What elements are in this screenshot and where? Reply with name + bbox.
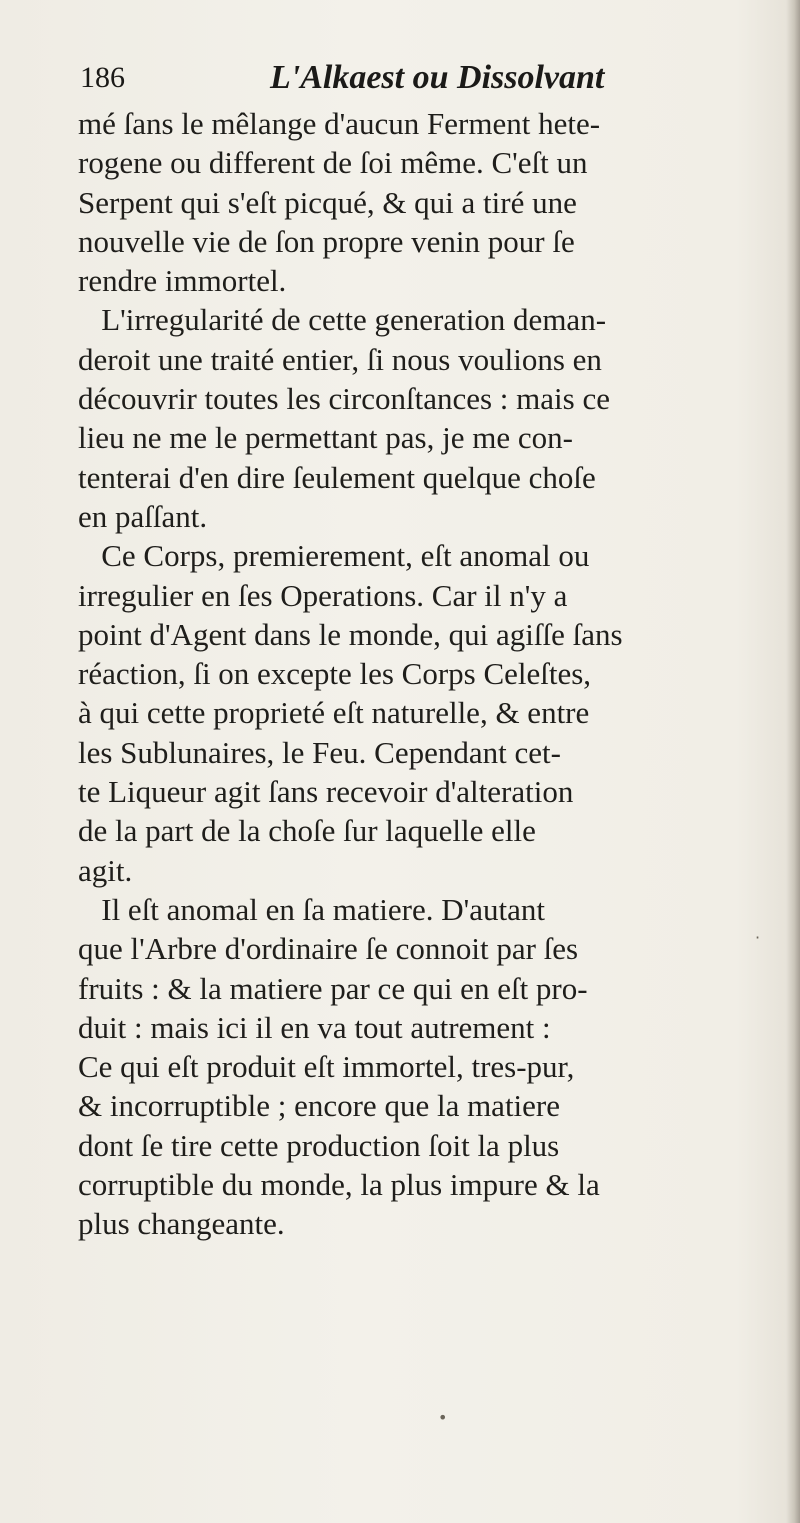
text-line: & incorruptible ; encore que la matiere xyxy=(78,1088,561,1124)
ink-speck: · xyxy=(755,928,761,947)
text-line: L'irregularité de cette generation deman- xyxy=(78,302,607,338)
page-header xyxy=(80,58,740,102)
text-line: réaction, ſi on excepte les Corps Celeſtes, xyxy=(78,656,592,692)
ink-speck: • xyxy=(438,1408,448,1427)
page-number: 186 xyxy=(80,61,125,94)
text-line: découvrir toutes les circonſtances : mais ce xyxy=(78,381,610,417)
running-title: L'Alkaest ou Dissolvant xyxy=(270,59,605,96)
text-line: fruits : & la matiere par ce qui en eſt pro- xyxy=(78,970,588,1006)
text-line: Ce qui eſt produit eſt immortel, tres-pur, xyxy=(78,1049,575,1085)
text-line: de la part de la choſe ſur laquelle elle xyxy=(78,813,536,849)
text-line: Il eſt anomal en ſa matiere. D'autant xyxy=(78,891,545,927)
text-line: en paſſant. xyxy=(78,498,208,534)
text-line: irregulier en ſes Operations. Car il n'y a xyxy=(78,577,568,613)
text-line: que l'Arbre d'ordinaire ſe connoit par ſes xyxy=(78,931,579,967)
text-line: Serpent qui s'eſt picqué, & qui a tiré une xyxy=(78,184,577,220)
text-line: mé ſans le mêlange d'aucun Ferment hete- xyxy=(78,106,601,141)
text-line: Ce Corps, premierement, eſt anomal ou xyxy=(78,538,590,574)
text-line: rendre immortel. xyxy=(78,263,287,299)
text-line: nouvelle vie de ſon propre venin pour ſe xyxy=(78,223,575,259)
page-gutter-shadow xyxy=(786,0,800,1523)
text-line: tenterai d'en dire ſeulement quelque choſe xyxy=(78,459,596,495)
text-line: à qui cette proprieté eſt naturelle, & entre xyxy=(78,695,590,731)
text-line: lieu ne me le permettant pas, je me con- xyxy=(78,420,573,456)
text-line: duit : mais ici il en va tout autrement : xyxy=(78,1009,551,1045)
body-text xyxy=(78,104,768,1244)
text-line: agit. xyxy=(78,852,133,888)
text-line: rogene ou different de ſoi même. C'eſt un xyxy=(78,145,588,181)
text-line: te Liqueur agit ſans recevoir d'alteration xyxy=(78,774,574,810)
text-line: point d'Agent dans le monde, qui agiſſe ſans xyxy=(78,616,623,652)
text-line: dont ſe tire cette production ſoit la plus xyxy=(78,1127,560,1163)
text-line: les Sublunaires, le Feu. Cependant cet- xyxy=(78,734,561,770)
text-line: corruptible du monde, la plus impure & la xyxy=(78,1167,600,1203)
text-line: deroit une traité entier, ſi nous voulions en xyxy=(78,341,602,377)
text-line: plus changeante. xyxy=(78,1206,285,1242)
